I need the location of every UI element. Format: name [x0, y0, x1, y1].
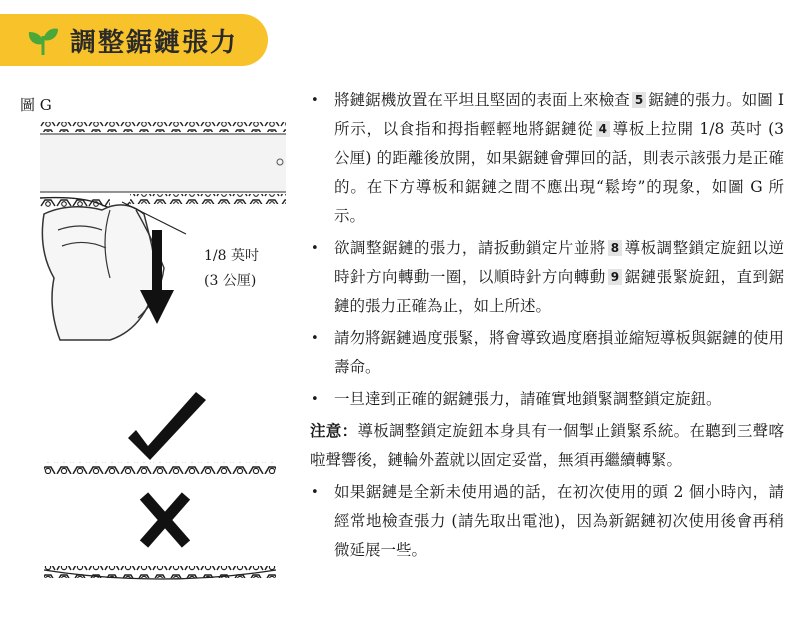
- callout-number: 9: [608, 269, 622, 285]
- x-mark-icon: [144, 496, 186, 544]
- callout-number: 4: [596, 121, 610, 137]
- section-header-banner: [0, 14, 268, 66]
- instruction-adjust-tension: • 欲調整鋸鏈的張力，請扳動鎖定片並將 8 導板調整鎖定旋鈕以逆時針方向轉動一圈，以順時針方向轉動 9 鋸鏈張緊旋鈕，直到鋸鏈的張力正確為止，如上所述。: [310, 234, 784, 321]
- figure-g-illustration: [40, 118, 290, 342]
- leaf-icon: [26, 24, 60, 58]
- chain-too-loose: [44, 566, 276, 578]
- figure-label: 圖 G: [20, 96, 52, 114]
- instruction-no-overtighten: • 請勿將鋸鏈過度張緊，將會導致過度磨損並縮短導板與鋸鏈的使用壽命。: [310, 324, 784, 382]
- section-title: 調整鋸鏈張力: [70, 28, 239, 58]
- instruction-new-chain: • 如果鋸鏈是全新未使用過的話，在初次使用的頭 2 個小時內，請經常地檢查張力 (請先取出電池)，因為新鋸鏈初次使用後會再稍微延展一些。: [310, 478, 784, 565]
- measurement-inches: 1/8 英吋: [204, 248, 259, 264]
- note-label: 注意：: [310, 422, 358, 440]
- measurement-callout: [204, 244, 259, 294]
- chain-correct-tension: [44, 462, 276, 474]
- chain-tension-comparison: [40, 392, 280, 588]
- callout-number: 5: [632, 92, 646, 108]
- instruction-check-tension: • 將鏈鋸機放置在平坦且堅固的表面上來檢查 5 鋸鏈的張力。如圖 I 所示，以食指和拇指輕輕地將鋸鏈從 4 導板上拉開 1/8 英吋 (3 公厘) 的距離後放開，如果鋸鏈會彈回的話，則表示該張力是正確的。在下方導板和鋸鏈之間不應出現“鬆垮”的現象，如圖 G 所示。: [310, 86, 784, 231]
- instruction-lock-knob: • 一旦達到正確的鋸鏈張力，請確實地鎖緊調整鎖定旋鈕。: [310, 385, 784, 414]
- note-paragraph: 注意：導板調整鎖定旋鈕本身具有一個掣止鎖緊系統。在聽到三聲喀啦聲響後，鏈輪外蓋就以固定妥當，無須再繼續轉緊。: [310, 422, 784, 469]
- checkmark-icon: [128, 392, 206, 460]
- instructions: [310, 86, 784, 568]
- measurement-mm: (3 公厘): [204, 273, 257, 289]
- callout-number: 8: [608, 240, 622, 256]
